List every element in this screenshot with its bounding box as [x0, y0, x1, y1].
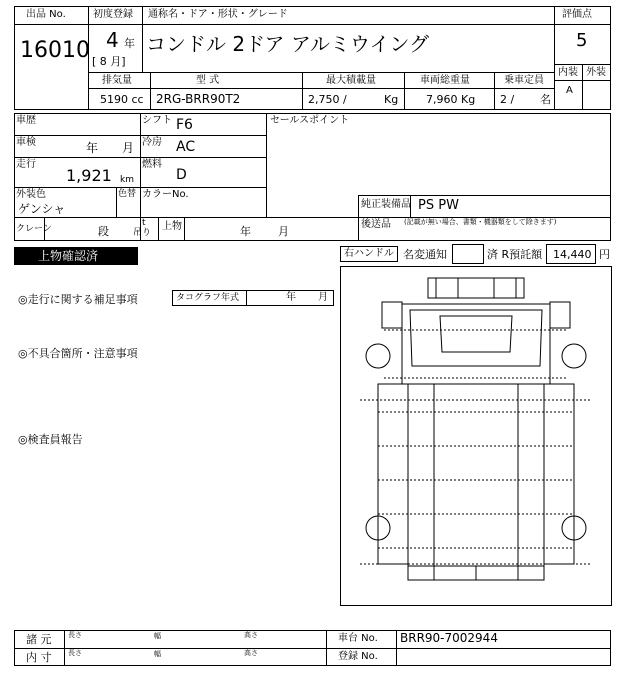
max-load-label: 最大積載量 [326, 75, 376, 86]
crane-label: クレーン [16, 224, 52, 234]
max-load-unit: Kg [384, 93, 399, 106]
vehicle-name-label: 通称名・ドア・形状・グレード [148, 9, 288, 20]
body-label: 上物 [162, 221, 182, 232]
right-handle-label: 右ハンドル [344, 248, 394, 259]
first-reg-month: [ 8 月] [92, 55, 126, 68]
crane-t: t [142, 218, 146, 228]
status-banner: 上物確認済 [14, 247, 138, 265]
interior-label: 内装 [558, 67, 578, 78]
first-reg-year-unit: 年 [124, 37, 135, 50]
equipment-label: 純正装備品 [361, 199, 411, 210]
driving-notes-label: ◎走行に関する補足事項 [18, 293, 138, 306]
capacity-unit: 名 [540, 93, 551, 106]
recycle-value: 14,440 [553, 248, 592, 261]
name-change-box [452, 244, 484, 264]
specs-label: 諸 元 [26, 633, 52, 646]
gross-weight-value: 7,960 Kg [426, 93, 476, 106]
tachograph-label: タコグラフ年式 [176, 293, 240, 303]
registration-label: 登録 No. [338, 651, 378, 662]
capacity-value: 2 / [500, 93, 515, 106]
first-reg-label: 初度登録 [93, 9, 133, 20]
color-change-label: 色替 [118, 189, 137, 199]
aircon-label: 冷房 [142, 137, 162, 148]
color-no-label: カラーNo. [142, 189, 189, 200]
inner-length-label: 長さ [68, 649, 82, 657]
first-reg-year: 4 [106, 28, 119, 52]
displacement-value: 5190 cc [100, 93, 144, 106]
truck-diagram [340, 266, 612, 606]
mileage-unit: km [120, 175, 134, 185]
recycle-unit: 円 [599, 248, 610, 261]
model-label: 型 式 [196, 75, 220, 86]
inspector-label: ◎検査員報告 [18, 433, 83, 446]
gross-weight-label: 車両総重量 [420, 75, 470, 86]
crane-step: 段 [98, 225, 109, 238]
aircon-value: AC [176, 139, 196, 155]
model-value: 2RG-BRR90T2 [156, 92, 241, 106]
lot-number: 16010 [20, 38, 90, 63]
spec-length-label: 長さ [68, 631, 82, 639]
score-value: 5 [576, 30, 588, 51]
tachograph-year: 年 [286, 292, 296, 303]
body-month: 月 [278, 225, 289, 238]
interior-value: A [566, 85, 573, 96]
chassis-value: BRR90-7002944 [400, 631, 498, 645]
inspection-year: 年 [86, 141, 99, 155]
fuel-label: 燃料 [142, 159, 162, 170]
shift-value: F6 [176, 117, 193, 133]
lot-label: 出品 No. [26, 9, 66, 20]
vehicle-name: コンドル 2ドア アルミウイング [146, 32, 430, 56]
score-label: 評価点 [562, 9, 592, 20]
exterior-color-value: ゲンシャ [18, 202, 66, 216]
tachograph-month: 月 [318, 292, 328, 303]
defects-label: ◎不具合箇所・注意事項 [18, 347, 138, 360]
recycle-label: 済 R預託額 [487, 248, 543, 261]
exterior-label: 外装 [586, 67, 606, 78]
max-load-value: 2,750 / [308, 93, 347, 106]
fuel-value: D [176, 167, 187, 183]
inner-width-label: 幅 [154, 650, 161, 658]
equipment-value: PS PW [418, 198, 459, 213]
spec-height-label: 高さ [244, 631, 258, 639]
sales-point-label: セールスポイント [270, 115, 350, 126]
body-year: 年 [240, 225, 251, 238]
exterior-color-label: 外装色 [16, 189, 46, 200]
mileage-label: 走行 [16, 159, 36, 170]
history-label: 車歴 [16, 115, 36, 126]
chassis-label: 車台 No. [338, 633, 378, 644]
inner-dimensions-label: 内 寸 [26, 651, 52, 664]
crane-hoist: 吊り [133, 228, 152, 238]
inner-height-label: 高さ [244, 649, 258, 657]
name-change-label: 名変通知 [403, 248, 447, 261]
inspection-label: 車検 [16, 137, 36, 148]
delivery-label: 後送品 [361, 219, 391, 230]
mileage-value: 1,921 [66, 166, 112, 185]
capacity-label: 乗車定員 [504, 75, 544, 86]
inspection-month: 月 [122, 141, 135, 155]
spec-width-label: 幅 [154, 632, 161, 640]
shift-label: シフト [142, 115, 172, 126]
displacement-label: 排気量 [102, 75, 132, 86]
delivery-note: (記載が無い場合、書類・機器類をして除きます) [404, 218, 557, 226]
